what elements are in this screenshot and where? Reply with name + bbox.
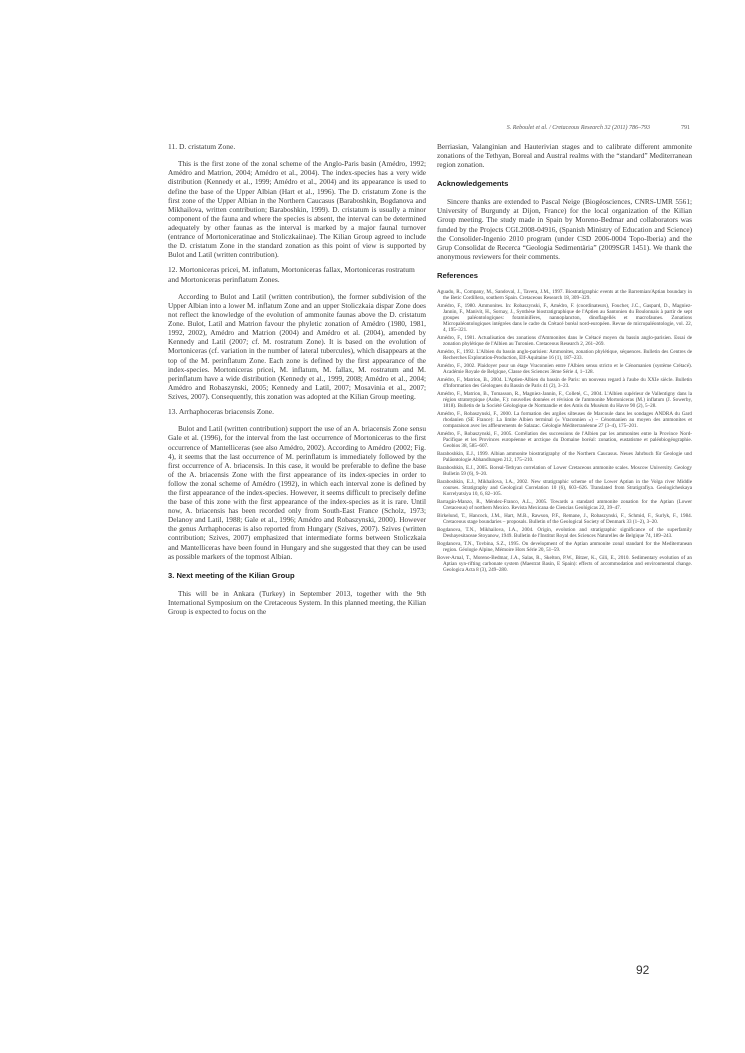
next-meeting-paragraph: This will be in Ankara (Turkey) in September 2013, together with the 9th International Symposium on the Cretaceous System. In this planned meeting, the Kilian Group is expected to focus on the (168, 588, 426, 616)
reference-entry: Amédro, F., 1981. Actualisation des zonations d'Ammonites dans le Crétacé moyen du bassin anglo-parisien. Essai de zonation phylétique de l'Albien au Turonien. Cretaceous Research 2, 261–269. (437, 335, 692, 348)
continued-paragraph: Berriasian, Valanginian and Hauterivian stages and to calibrate different ammonite zonations of the Tethyan, Boreal and Austral realms with the “standard” Mediterranean region zonation. (437, 142, 692, 170)
running-header (168, 125, 690, 137)
zone-heading-13: 13. Arrhaphoceras briacensis Zone. (168, 407, 275, 417)
journal-citation: S. Reboulet et al. / Cretaceous Research 32 (2011) 786–793 (506, 125, 650, 131)
reference-entry: Barragán-Manzo, R., Méndez-Franco, A.L., 2005. Towards a standard ammonite zonation for the Aptian (Lower Cretaceous) of northern Mexico. Revista Mexicana de Ciencias Geológicas 22, 39–47. (437, 498, 692, 512)
reference-entry: Baraboshkin, E.J., Mikhailova, I.A., 2002. New stratigraphic scheme of the Lower Aptian in the Volga river Middle courses. Stratigraphy and Geological Correlation 10 (6), 603–626. Translated from Stratigrafiya. Geologicheskaya Korrelyatsiya 10, 6, 82–105. (437, 478, 692, 498)
reference-list (437, 289, 692, 573)
reference-entry: Amédro, F., Robaszynski, F., 2000. La formation des argiles silteuses de Marcoule dans les sondages ANDRA du Gard rhodanien (SE France): La limite Albien terminal (« Vraconnien ») – Cénomanien au moyen des ammonites et comparaison avec les affleurements de Salazac. Géologie Méditerranéenne 27 (3–4), 175–201. (437, 410, 692, 430)
reference-entry: Aguado, R., Company, M., Sandoval, J., Tavera, J.M., 1997. Biostratigraphic events at the Barremian/Aptian boundary in the Betic Cordillera, southern Spain. Cretaceous Research 18, 309–329. (437, 288, 692, 302)
right-column (437, 142, 692, 575)
reference-entry: Bogdanova, T.N., Mikhailova, I.A., 2004. Origin, evolution and stratigraphic significance of the superfamily Deshayesitaceae Stoyanow, 1949. Bulletin de l'Institut Royal des Sciences Naturelles de Belgique 74, 189–243. (437, 526, 692, 539)
page-number: 791 (681, 125, 690, 131)
zone-heading-11: 11. D. cristatum Zone. (168, 142, 236, 151)
zone-paragraph-12: According to Bulot and Latil (written contribution), the former subdivision of the Upper Albian into a lower M. inflatum Zone and an upper Stoliczkaia dispar Zone does not reflect the knowledge of the evolution of ammonite faunas above the D. cristatum Zone. Bulot, Latil and Matrion favour the phyletic zonation of Amédro (1980, 1981, 1992, 2002), Amédro and Matrion (2004) and Amédro et al. (2004), amended by Kennedy and Latil (2007; cf. M. rostratum Zone). It is based on the evolution of Mortoniceras (cf. variation in the number of lateral tubercules), which disappears at the top of the M. perinflatum Zone. Each zone is defined by the first appearance of the index-species. Mortoniceras pricei, M. inflatum, M. fallax, M. rostratum and M. perinflatum have a wide distribution (Kennedy et al., 1999, 2008; Amédro et al., 2004; Amédro and Robaszynski, 2005; Kennedy and Latil, 2007; Mosavinia et al., 2007; Szives, 2007). Consequently, this zonation was adopted at the Kilian Group meeting. (168, 291, 426, 401)
reference-entry: Bogdanova, T.N., Tovbina, S.Z., 1995. On development of the Aptian ammonite zonal standard for the Mediterranean region. Géologie Alpine, Mémoire Hors Série 20, 51–59. (437, 540, 692, 553)
acknowledgements-paragraph: Sincere thanks are extended to Pascal Neige (Biogéosciences, CNRS-UMR 5561; University of Burgundy at Dijon, France) for the local organization of the Kilian Group meeting. The study made in Spain by Moreno-Bedmar and collaborators was funded by the Projects CGL2008-04916, (Spanish Ministry of Education and Science) the Consolider-Ingenio 2010 program (under CSD 2006-0004 Topo-Iberia) and the Grup Consolidat de Recerca “Geologia Sedimentària” (2009SGR 1451). We thank the anonymous reviewers for their comments. (437, 197, 692, 261)
zone-paragraph-11: This is the first zone of the zonal scheme of the Anglo-Paris basin (Amédro, 1992; Amédro and Matrion, 2004; Amédro et al., 2004). The index-species has a very wide distribution (Kennedy et al., 1999; Amédro et al., 2004) and its appearance is used to define the base of the Upper Albian (Hart et al., 1996). The D. cristatum Zone is the first zone of the Upper Albian in the Northern Caucasus (Baraboshkin, Bogdanova and Mikhailova, written contribution; Baraboshkin, 1999). D. cristatum is usually a minor component of the fauna and where the species is absent, the interval can be determined adequately by other faunas as the interval is marked by a major faunal turnover (entrance of Mortoniceratinae and Stoliczkaiinae). The Kilian Group agreed to include the D. cristatum Zone in the standard zonation as this point of view is supported by Bulot and Latil (written contribution). (168, 159, 426, 260)
reference-entry: Amédro, F., Robaszynski, F., 2005. Corrélation des successions de l'Albien par les ammonites entre la Province Nord-Pacifique et les Provinces européenne et arctique du Domaine boréal: zonation, eustatisme et paléobiogéographie. Geobios 38, 585–607. (437, 430, 692, 450)
reference-entry: Bover-Arnal, T., Moreno-Bedmar, J.A., Salas, R., Skelton, P.W., Bitzer, K., Gili, E., 2010. Sedimentary evolution of an Aptian syn-rifting carbonate system (Maestrat Basin, E Spain): effects of accommodation and environmental change. Geologica Acta 8 (3), 249–280. (437, 554, 692, 573)
reference-entry: Amédro, F., 2002. Plaidoyer pour un étage Vraconnien entre l'Albien sensu stricto et le Cénomanien (système Crétacé). Académie Royale de Belgique, Classe des Sciences 3ème Série 4, 1–128. (437, 363, 692, 376)
reference-entry: Baraboshkin, E.J., 2005. Boreal-Tethyan correlation of Lower Cretaceous ammonite scales. Moscow University. Geology Bulletin 59 (6), 9–20. (437, 464, 692, 478)
reference-entry: Amédro, F., Matrion, B., 2004. L'Aptien-Albien du bassin de Paris: un nouveau regard à l'aube du XXIe siècle. Bulletin d'Information des Géologues du Bassin de Paris 41 (2), 3–23. (437, 376, 692, 390)
section-heading-next-meeting: 3. Next meeting of the Kilian Group (168, 570, 295, 580)
left-column (168, 142, 426, 622)
reference-entry: Amédro, F., 1992. L'Albien du bassin anglo-parisien: Ammonites, zonation phylétique, séquences. Bulletin des Centres de Recherches Exploration-Production, Elf-Aquitaine 16 (1), 187–233. (437, 349, 692, 362)
references-heading: References (437, 270, 478, 280)
acknowledgements-heading: Acknowledgements (437, 179, 509, 189)
reference-entry: Amédro, F., 1980. Ammonites. In: Robaszynski, F., Amédro, F. (coordinateurs), Foucher, J.C., Gaspard, D., Magniez-Jannin, F., Manivit, H., Sornay, J., Synthèse biostratigraphique de l'Aptien au Santonien du Boulonnais à partir de sept groupes paléontologiques: foraminifères, nannoplancton, dinoflagellés et macrofaunes. Zonations Micropaléontologiques intégrées dans le cadre du Crétacé boréal nord-européen. Revue de micropaléontologie, vol. 22, 4, 195–321. (437, 302, 692, 334)
reference-entry: Baraboshkin, E.J., 1999. Albian ammonite biostratigraphy of the Northern Caucasus. Neues Jahrbuch für Geologie und Paläontologie Abhandlungen 212, 175–210. (437, 451, 692, 464)
zone-heading-12: 12. Mortoniceras pricei, M. inflatum, Mortoniceras fallax, Mortoniceras rostratum and Mortoniceras perinflatum Zones. (168, 265, 415, 284)
zone-paragraph-13: Bulot and Latil (written contribution) support the use of an A. briacensis Zone sensu Gale et al. (1996), for the interval from the last occurrence of Mortoniceras to the first occurrence of Mantelliceras (see also Amédro, 2002). According to Amédro (2002; Fig. 4), it seems that the last occurrence of M. perinflatum is immediately followed by the first occurrence of A. briacensis. In this case, it would be preferable to define the base of the A. briacensis Zone with the first appearance of its index-species in order to follow the zonal scheme of Amédro (1992), in which each interval zone is defined by the first appearance of the index-species. However, it seems difficult to precisely define the base of this zone with the first appearance of the index-species as it is rare. Until now, A. briacensis has been recorded only from South-East France (Scholz, 1973; Delanoy and Latil, 1988; Gale et al., 1996; Amédro and Robaszynski, 2000). However the genus Arrhaphoceras is also reported from Hungary (Szives, 2007). Szives (written contribution; Szives, 2007) emphasized that intermediate forms between Stoliczkaia and Mantelliceras have been found in Hungary and she suggested that they can be used as possible markers of the topmost Albian. (168, 424, 426, 561)
reference-entry: Birkelund, T., Hancock, J.M., Hart, M.B., Rawson, P.F., Remane, J., Robaszynski, F., Schmid, F., Surlyk, F., 1984. Cretaceous stage boundaries – proposals. Bulletin of the Geological Society of Denmark 33 (1–2), 3–20. (437, 512, 692, 525)
folio-number: 92 (636, 963, 650, 977)
reference-entry: Amédro, F., Matrion, B., Tomasson, R., Magniez-Jannin, F., Colleté, C., 2004. L'Albien supérieur de Vallentigny dans la région stratotypique (Aube, F.): nouvelles données et révision de l'ammonite Mortoniceras (M.) inflatum (J. Sowerby, 1818). Bulletin de la Société Géologique de Normandie et des Amis du Muséum du Havre 90 (2), 5–28. (437, 390, 692, 410)
